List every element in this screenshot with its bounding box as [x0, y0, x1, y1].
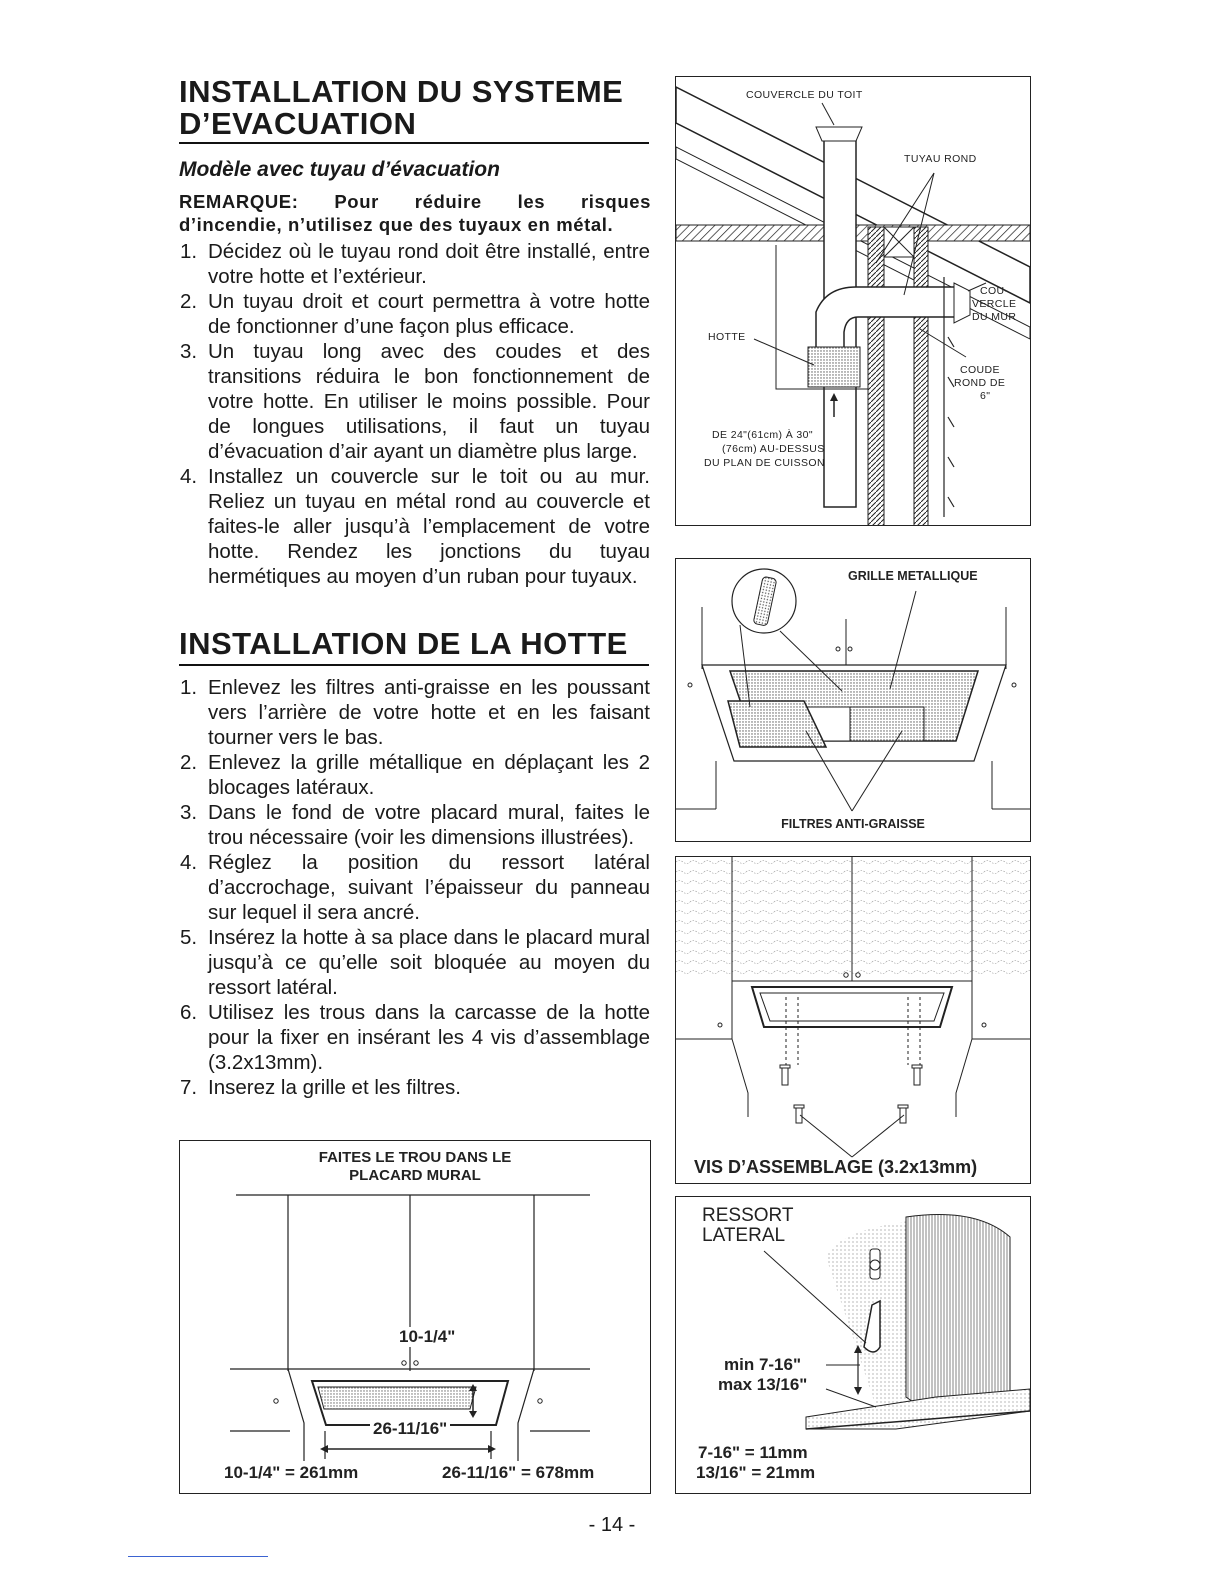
label-round-duct: TUYAU ROND [904, 153, 977, 165]
label-elbow-3: 6" [980, 390, 991, 402]
section-title-hood: INSTALLATION DE LA HOTTE [179, 626, 628, 661]
list-item: 1. Enlevez les filtres anti-graisse en les poussant vers l’arrière de votre hotte et en les faisant tourner vers le bas. [180, 676, 650, 749]
cabinet-hole-drawing [180, 1141, 650, 1493]
figure-title-line1: FAITES LE TROU DANS LE [318, 1149, 512, 1166]
label-elbow-1: COUDE [960, 364, 1000, 376]
assembly-screws-drawing [676, 857, 1030, 1183]
spring-title-line2: LATERAL [702, 1225, 786, 1246]
list-item: 6. Utilisez les trous dans la carcasse de la hotte pour la fixer en insérant les 4 vis d’assemblage (3.2x13mm). [180, 1001, 650, 1074]
label-metal-grille: GRILLE METALLIQUE [848, 569, 978, 583]
label-hood: HOTTE [708, 331, 746, 343]
label-height-2: (76cm) AU-DESSUS [722, 443, 825, 455]
label-height-1: DE 24"(61cm) À 30" [712, 429, 814, 441]
label-roof-cover: COUVERCLE DU TOIT [746, 89, 863, 101]
figure-title-line2: PLACARD MURAL [349, 1167, 481, 1184]
section-title-evacuation-line2: D’EVACUATION [179, 106, 417, 141]
spring-min: min 7-16" [724, 1355, 802, 1374]
spring-title-line1: RESSORT [702, 1205, 794, 1226]
figure-grease-filters [675, 558, 1031, 842]
figure-assembly-screws [675, 856, 1031, 1184]
evacuation-steps [180, 239, 650, 589]
list-item: 3. Un tuyau long avec des coudes et des transitions réduira le bon fonctionnement de votre hotte. En utiliser le moins possible. Pour de longues utilisations, il faut un tuyau d’évacuation d’air ayant un diamètre plus large. [180, 340, 650, 463]
list-item: 5. Insérez la hotte à sa place dans le placard mural jusqu’à ce qu’elle soit bloquée au moyen du ressort latéral. [180, 926, 650, 999]
hood-steps [180, 675, 650, 1100]
figure-cabinet-hole [179, 1140, 651, 1494]
figure-vent-system [675, 76, 1031, 526]
label-assembly-screws: VIS D’ASSEMBLAGE (3.2x13mm) [694, 1157, 978, 1177]
list-item: 3. Dans le fond de votre placard mural, faites le trou nécessaire (voir les dimensions illustrées). [180, 801, 650, 849]
spring-conversion-max: 13/16" = 21mm [696, 1463, 816, 1482]
figure-side-spring [675, 1196, 1031, 1494]
dimension-depth: 10-1/4" [396, 1327, 458, 1347]
footer-link-line [128, 1556, 268, 1557]
label-height-3: DU PLAN DE CUISSON [704, 457, 825, 469]
label-wall-cover-1: COU- [980, 285, 1009, 297]
subtitle: Modèle avec tuyau d’évacuation [179, 158, 500, 181]
spring-max: max 13/16" [718, 1375, 808, 1394]
conversion-width: 26-11/16" = 678mm [442, 1463, 595, 1482]
list-item: 4. Réglez la position du ressort latéral d’accrochage, suivant l’épaisseur du panneau sur lequel il sera ancré. [180, 851, 650, 924]
label-wall-cover-2: VERCLE [972, 298, 1017, 310]
section-rule [179, 142, 649, 144]
section-title-evacuation-line1: INSTALLATION DU SYSTEME [179, 74, 624, 109]
label-wall-cover-3: DU MUR [972, 311, 1017, 323]
dimension-width: 26-11/16" [370, 1419, 450, 1439]
list-item: 2. Enlevez la grille métallique en déplaçant les 2 blocages latéraux. [180, 751, 650, 799]
list-item: 1. Décidez où le tuyau rond doit être installé, entre votre hotte et l’extérieur. [180, 240, 650, 288]
grease-filters-drawing [676, 559, 1030, 841]
label-elbow-2: ROND DE [954, 377, 1006, 389]
label-grease-filters: FILTRES ANTI-GRAISSE [781, 817, 925, 831]
note-line-1: REMARQUE: Pour réduire les risques [179, 191, 651, 212]
section-rule [179, 664, 649, 666]
conversion-depth: 10-1/4" = 261mm [224, 1463, 359, 1482]
list-item: 2. Un tuyau droit et court permettra à votre hotte de fonctionner d’une façon plus efficace. [180, 290, 650, 338]
list-item: 7. Inserez la grille et les filtres. [180, 1076, 461, 1099]
spring-conversion-min: 7-16" = 11mm [698, 1443, 808, 1462]
page-number: - 14 - [588, 1514, 636, 1536]
list-item: 4. Installez un couvercle sur le toit ou au mur. Reliez un tuyau en métal rond au couvercle et faites-le aller jusqu’à l’emplacement de votre hotte. Rendez les jonctions du tuyau hermétiques au moyen d’un ruban pour tuyaux. [180, 465, 650, 588]
note-line-2: d’incendie, n’utilisez que des tuyaux en métal. [179, 214, 614, 235]
